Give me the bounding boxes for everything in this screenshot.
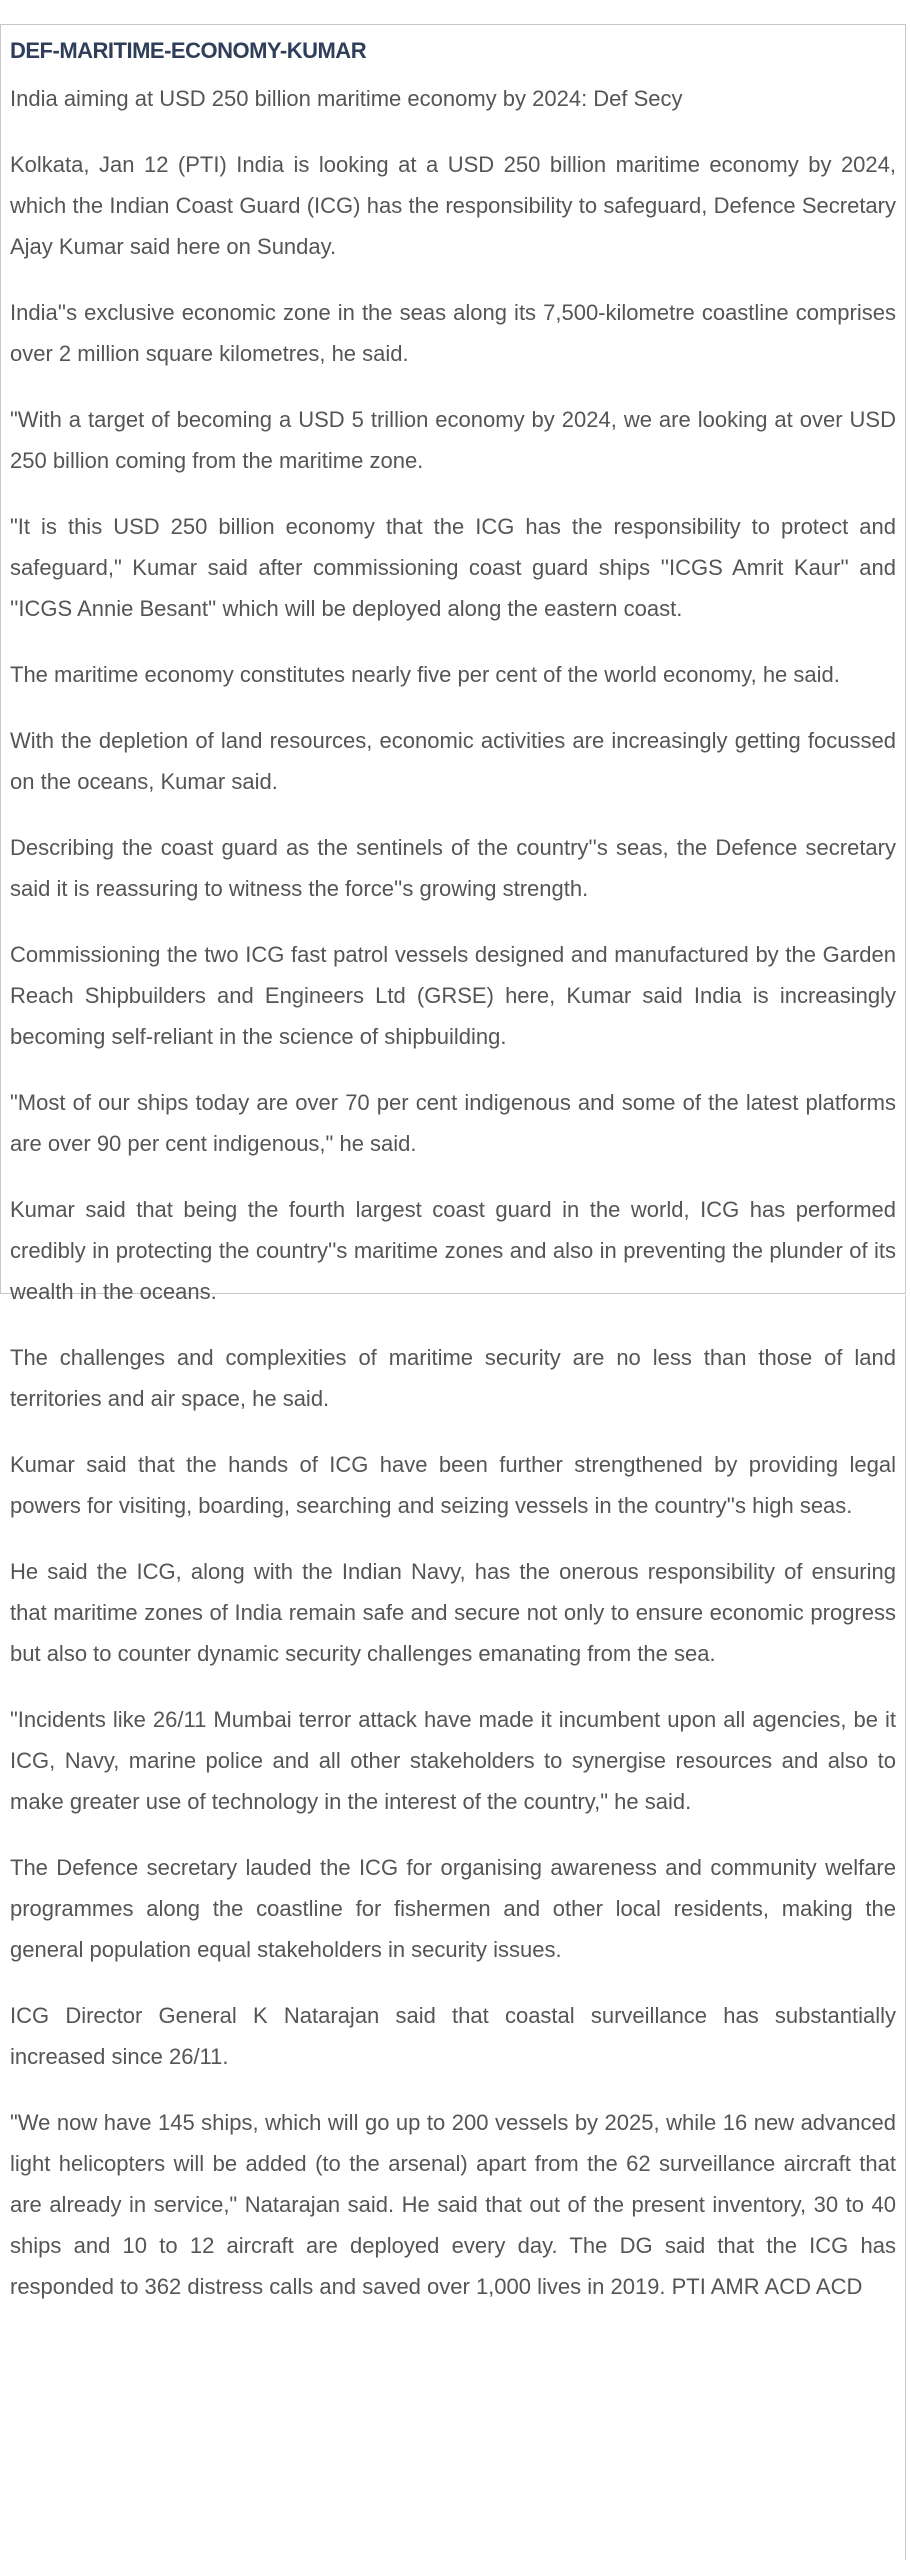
paragraph-17: "We now have 145 ships, which will go up to 200 vessels by 2025, while 16 new advanced light helicopters will be added (to the arsenal) apart from the 62 surveillance aircraft that are already in service," Natarajan said. He said that out of the present inventory, 30 to 40 ships and 10 to 12 aircraft are deployed every day. The DG said that the ICG has responded to 362 distress calls and saved over 1,000 lives in 2019. PTI AMR ACD ACD <box>10 2110 896 2299</box>
paragraph-16: ICG Director General K Natarajan said that coastal surveillance has substantially increased since 26/11. <box>10 2003 896 2069</box>
paragraph-10: Kumar said that being the fourth largest coast guard in the world, ICG has performed credibly in protecting the country''s maritime zones and also in preventing the plunder of its wealth in the oceans. <box>10 1197 896 1304</box>
paragraph-7: Describing the coast guard as the sentinels of the country''s seas, the Defence secretary said it is reassuring to witness the force''s growing strength. <box>10 835 896 901</box>
paragraph-2: India''s exclusive economic zone in the seas along its 7,500-kilometre coastline comprises over 2 million square kilometres, he said. <box>10 300 896 366</box>
paragraph-5: The maritime economy constitutes nearly five per cent of the world economy, he said. <box>10 662 840 687</box>
paragraph-9: "Most of our ships today are over 70 per cent indigenous and some of the latest platforms are over 90 per cent indigenous," he said. <box>10 1090 896 1156</box>
paragraph-3: "With a target of becoming a USD 5 trillion economy by 2024, we are looking at over USD 250 billion coming from the maritime zone. <box>10 407 896 473</box>
paragraph-15: The Defence secretary lauded the ICG for organising awareness and community welfare programmes along the coastline for fishermen and other local residents, making the general population equal stakeholders in security issues. <box>10 1855 896 1962</box>
paragraph-12: Kumar said that the hands of ICG have been further strengthened by providing legal powers for visiting, boarding, searching and seizing vessels in the country''s high seas. <box>10 1452 896 1518</box>
headline: India aiming at USD 250 billion maritime economy by 2024: Def Secy <box>10 86 683 111</box>
paragraph-4: "It is this USD 250 billion economy that the ICG has the responsibility to protect and safeguard," Kumar said after commissioning coast guard ships ''ICGS Amrit Kaur'' and ''ICGS Annie Besant'' which will be deployed along the eastern coast. <box>10 514 896 621</box>
paragraph-6: With the depletion of land resources, economic activities are increasingly getting focussed on the oceans, Kumar said. <box>10 728 896 794</box>
article <box>10 30 896 2332</box>
paragraph-1: Kolkata, Jan 12 (PTI) India is looking at a USD 250 billion maritime economy by 2024, which the Indian Coast Guard (ICG) has the responsibility to safeguard, Defence Secretary Ajay Kumar said here on Sunday. <box>10 152 896 259</box>
paragraph-14: "Incidents like 26/11 Mumbai terror attack have made it incumbent upon all agencies, be it ICG, Navy, marine police and all other stakeholders to synergise resources and also to make greater use of technology in the interest of the country," he said. <box>10 1707 896 1814</box>
paragraph-13: He said the ICG, along with the Indian Navy, has the onerous responsibility of ensuring that maritime zones of India remain safe and secure not only to ensure economic progress but also to counter dynamic security challenges emanating from the sea. <box>10 1559 896 1666</box>
paragraph-8: Commissioning the two ICG fast patrol vessels designed and manufactured by the Garden Reach Shipbuilders and Engineers Ltd (GRSE) here, Kumar said India is increasingly becoming self-reliant in the science of shipbuilding. <box>10 942 896 1049</box>
story-slug: DEF-MARITIME-ECONOMY-KUMAR <box>10 38 367 63</box>
paragraph-11: The challenges and complexities of maritime security are no less than those of land territories and air space, he said. <box>10 1345 896 1411</box>
